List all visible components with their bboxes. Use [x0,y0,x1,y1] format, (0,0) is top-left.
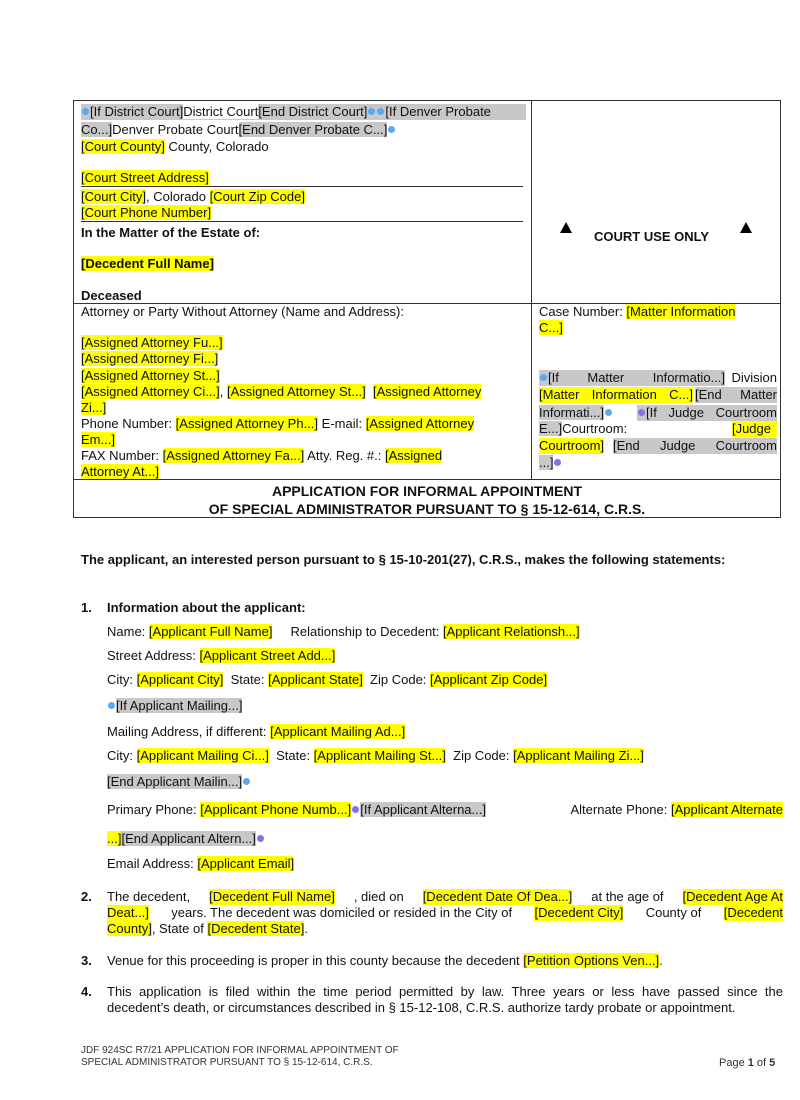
attorney-fax-label: FAX Number: [81,448,163,463]
court-county-field: [Court County] [81,139,165,154]
mailing-label: Mailing Address, if different: [107,724,271,739]
if-judge-field-cont: E...] [539,421,563,436]
footer-form-title: SPECIAL ADMINISTRATOR PURSUANT TO § 15-12-614, C.R.S. [81,1057,373,1068]
decedent-city-field: [Decedent City] [534,905,624,920]
case-number-field-cont: C...] [539,320,563,335]
if-matter-field-word: Matter [587,370,625,385]
division-label: Division [731,370,777,385]
attorney-street-field: [Assigned Attorney St...] [81,368,220,383]
attorney-comma: , [219,384,227,399]
applicant-city-field: [Applicant City] [136,672,224,687]
page-label: Page [719,1057,748,1069]
if-denver-probate-field-cont: Co...] [81,122,113,137]
attorney-state-field: [Assigned Attorney St...] [226,384,366,399]
if-alternate-field: [If Applicant Alterna...] [360,802,486,817]
judge-courtroom-field-cont: Courtroom] [539,438,605,453]
attorney-email-field: [Assigned Attorney [365,416,475,431]
end-matter-field-cont: Informati...] [539,405,605,420]
triangle-up-icon [740,222,752,233]
primary-phone-field: [Applicant Phone Numb...] [200,802,352,817]
state-label: State: [276,748,314,763]
court-phone-field: [Court Phone Number] [81,205,212,220]
decedent-age-field-cont: Deat...] [107,905,149,920]
item-number: 4. [81,984,92,999]
caption-vertical-divider [531,100,532,480]
caption-title-divider [73,479,781,480]
field-marker-icon [82,108,89,115]
matter-label: In the Matter of the Estate of: [81,225,261,240]
item-3-text: Venue for this proceeding is proper in this county because the decedent [107,953,524,968]
item-1-heading: Information about the applicant: [107,600,306,615]
title-line-2: OF SPECIAL ADMINISTRATOR PURSUANT TO § 15-12-614, C.R.S. [208,501,646,517]
primary-phone-label: Primary Phone: [107,802,201,817]
title-line-1: APPLICATION FOR INFORMAL APPOINTMENT [271,483,583,499]
court-use-only-label: COURT USE ONLY [594,229,710,244]
county-suffix: County, Colorado [164,139,269,154]
alternate-phone-field: [Applicant Alternate [670,802,783,817]
attorney-phone-field: [Assigned Attorney Ph...] [175,416,319,431]
attorney-reg-field-cont: Attorney At...] [81,464,160,479]
district-court-text: District Court [183,104,259,119]
attorney-zip-field-cont: Zi...] [81,400,107,415]
if-mailing-field: [If Applicant Mailing...] [116,698,243,713]
item-2-text: , died on [353,889,404,904]
venue-options-field: [Petition Options Ven...] [523,953,660,968]
name-label: Name: [107,624,149,639]
decedent-name-field: [Decedent Full Name] [81,256,214,271]
item-3-text: . [659,953,663,968]
if-matter-field-word: Informatio...] [652,370,725,385]
court-phone-rule [81,221,523,222]
zip-label: Zip Code: [370,672,431,687]
field-marker-icon [605,409,612,416]
item-2-text: County of [645,905,702,920]
triangle-up-icon [560,222,572,233]
if-judge-field: [If Judge Courtroom [637,405,777,421]
page-indicator [719,1057,775,1070]
state-label: State: [230,672,269,687]
court-zip-field: [Court Zip Code] [209,189,305,204]
attorney-firm-field: [Assigned Attorney Fi...] [81,351,219,366]
mailing-state-field: [Applicant Mailing St...] [313,748,446,763]
if-denver-probate-field: [If Denver Probate [385,104,491,119]
judge-courtroom-field: [Judge [732,421,777,437]
item-2-text: . [304,921,308,936]
applicant-name-field: [Applicant Full Name] [148,624,273,639]
field-marker-icon [554,459,561,466]
attorney-reg-field: [Assigned [384,448,443,463]
end-matter-field: [End Matter [695,387,777,402]
field-marker-icon [377,108,384,115]
item-number: 3. [81,953,92,968]
decedent-county-field: [Decedent [723,905,783,920]
field-marker-icon [540,374,547,381]
decedent-name-field: [Decedent Full Name] [209,889,335,904]
field-marker-icon [638,409,645,416]
attorney-reg-label: Atty. Reg. #.: [304,448,385,463]
zip-label: Zip Code: [453,748,514,763]
decedent-age-field: [Decedent Age At [682,889,783,904]
email-label: Email Address: [107,856,198,871]
denver-probate-court-text: Denver Probate Court [112,122,239,137]
intro-statement: The applicant, an interested person pursuant to § 15-10-201(27), C.R.S., makes the following statements: [81,552,726,567]
attorney-fax-field: [Assigned Attorney Fa...] [162,448,305,463]
applicant-street-field: [Applicant Street Add...] [199,648,336,663]
attorney-header: Attorney or Party Without Attorney (Name and Address): [81,304,404,319]
courtroom-label: Courtroom: [562,421,628,436]
item-2-text: The decedent, [107,889,191,904]
deceased-label: Deceased [81,288,142,303]
mailing-zip-field: [Applicant Mailing Zi...] [513,748,644,763]
item-2-text: years. The decedent was domiciled or resided in the City of [171,905,513,920]
if-matter-field: [If [548,370,559,385]
case-number-label: Case Number: [539,304,627,319]
matter-info-field: [Matter Information C...] [539,387,693,402]
field-marker-icon [243,778,250,785]
court-address-rule [81,186,523,187]
case-number-field: [Matter Information [626,304,736,319]
attorney-city-field: [Assigned Attorney Ci...] [81,384,220,399]
page-of: of [753,1057,770,1069]
end-judge-field-cont: ...] [539,455,554,470]
attorney-zip-field: [Assigned Attorney [372,384,482,399]
page-number: 1 [747,1057,754,1069]
field-marker-icon [352,806,359,813]
applicant-zip-field: [Applicant Zip Code] [430,672,548,687]
attorney-phone-label: Phone Number: [81,416,176,431]
alternate-phone-field-cont: ...] [107,831,122,846]
applicant-relationship-field: [Applicant Relationsh...] [443,624,580,639]
court-state-text: , Colorado [146,189,210,204]
field-marker-icon [368,108,375,115]
field-marker-icon [388,126,395,133]
item-number: 1. [81,600,92,615]
attorney-email-label: E-mail: [318,416,366,431]
court-city-field: [Court City] [81,189,147,204]
end-mailing-field: [End Applicant Mailin...] [107,774,243,789]
relationship-label: Relationship to Decedent: [290,624,444,639]
decedent-dod-field: [Decedent Date Of Dea...] [422,889,573,904]
attorney-email-field-cont: Em...] [81,432,115,447]
item-4-line-2: decedent’s death, or circumstances described in § 15-12-108, C.R.S. authorize tardy probate or appointment. [107,1000,736,1015]
item-2-text: , State of [151,921,208,936]
end-denver-probate-field: [End Denver Probate C...] [238,122,388,137]
if-district-court-field: [If District Court] [90,104,184,119]
item-4-line-1: This application is filed within the time period permitted by law. Three years or less have passed since the [107,984,783,999]
court-street-field: [Court Street Address] [81,170,209,185]
applicant-mailing-field: [Applicant Mailing Ad...] [270,724,406,739]
alternate-phone-label: Alternate Phone: [570,802,671,817]
page-total: 5 [769,1057,776,1069]
applicant-email-field: [Applicant Email] [197,856,295,871]
item-number: 2. [81,889,92,904]
mailing-city-field: [Applicant Mailing Ci...] [136,748,269,763]
end-alternate-field: [End Applicant Altern...] [121,831,256,846]
item-2-text: at the age of [591,889,664,904]
field-marker-icon [257,835,264,842]
city-label: City: [107,672,137,687]
decedent-state-field: [Decedent State] [207,921,305,936]
city-label: City: [107,748,137,763]
applicant-state-field: [Applicant State] [268,672,363,687]
decedent-county-field-cont: County] [107,921,152,936]
street-label: Street Address: [107,648,200,663]
end-district-court-field: [End District Court] [258,104,368,119]
footer-form-id: JDF 924SC R7/21 APPLICATION FOR INFORMAL APPOINTMENT OF [81,1045,399,1056]
attorney-name-field: [Assigned Attorney Fu...] [81,335,223,350]
end-judge-field: [End Judge Courtroom [613,438,777,453]
field-marker-icon [108,702,115,709]
